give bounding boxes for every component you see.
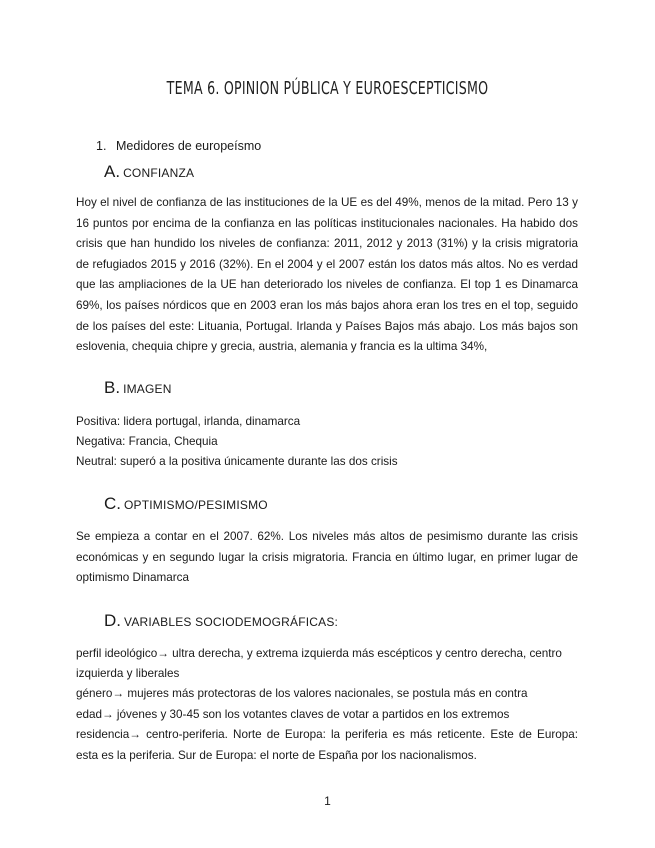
section-heading-text: OPTIMISMO/PESIMISMO — [124, 498, 268, 512]
variables-ideologia-line2: izquierda y liberales — [76, 667, 180, 680]
section-heading-confianza — [104, 162, 194, 182]
confianza-paragraph: Hoy el nivel de confianza de las instituciones de la UE es del 49%, menos de la mitad. Pero 13 y 16 puntos por encima de la confianza en las políticas institucionales nacionales. Ha habido dos crisis que han hundido los niveles de confianza: 2011, 2012 y 2013 (31%) y la crisis migratoria de refugiados 2015 y 2016 (32%). En el 2004 y el 2007 están los datos más altos. No es verdad que las ampliaciones de la UE han deteriorado los niveles de confianza. El top 1 es Dinamarca 69%, los países nórdicos que en 2003 eran los más bajos ahora eran los tres en el top, seguido de los países del este: Lituania, Portugal. Irlanda y Países Bajos más abajo. Los más bajos son eslovenia, chequia chipre y grecia, austria, alemania y francia es la ultima 34%, — [76, 196, 578, 354]
section-heading-variables — [104, 611, 338, 631]
section-letter: B. — [104, 378, 121, 397]
section-heading-text: VARIABLES SOCIODEMOGRÁFICAS: — [124, 615, 339, 629]
list-number: 1. — [96, 139, 107, 153]
document-title: TEMA 6. OPINION PÚBLICA Y EUROESCEPTICISMO — [166, 78, 489, 99]
numbered-heading-label: Medidores de europeísmo — [116, 139, 262, 153]
variables-genero: género→ mujeres más protectoras de los valores nacionales, se postula más en contra — [76, 687, 528, 700]
section-letter: D. — [104, 611, 121, 630]
section-heading-imagen — [104, 378, 172, 398]
variables-edad: edad→ jóvenes y 30-45 son los votantes claves de votar a partidos en los extremos — [76, 708, 510, 721]
section-heading-optimismo — [104, 494, 268, 514]
optimismo-paragraph: Se empieza a contar en el 2007. 62%. Los niveles más altos de pesimismo durante las crisis económicas y en segundo lugar la crisis migratoria. Francia en último lugar, en primer lugar de optimismo Dinamarca — [76, 530, 578, 585]
imagen-line-positiva: Positiva: lidera portugal, irlanda, dinamarca — [76, 415, 301, 428]
section-letter: C. — [104, 494, 121, 513]
variables-ideologia-line1: perfil ideológico→ ultra derecha, y extrema izquierda más escépticos y centro derecha, centro — [76, 647, 562, 660]
variables-residencia: residencia→ centro-periferia. Norte de Europa: la periferia es más reticente. Este de Europa: esta es la periferia. Sur de Europa: el norte de España por los nacionalismos. — [76, 728, 578, 762]
imagen-line-negativa: Negativa: Francia, Chequia — [76, 435, 218, 448]
numbered-heading-medidores — [96, 139, 261, 153]
section-heading-text: IMAGEN — [123, 382, 172, 396]
page-number: 1 — [324, 794, 331, 808]
section-heading-text: CONFIANZA — [123, 166, 195, 180]
section-letter: A. — [104, 162, 121, 181]
imagen-line-neutral: Neutral: superó a la positiva únicamente durante las dos crisis — [76, 455, 398, 468]
